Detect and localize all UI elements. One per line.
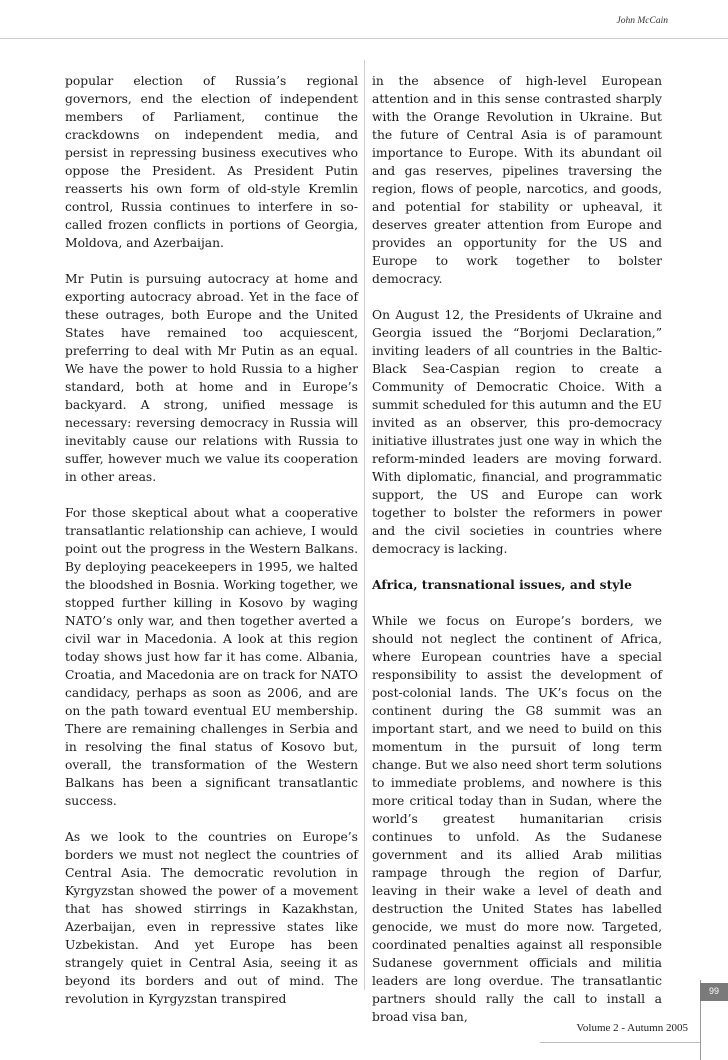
column-divider <box>364 60 365 990</box>
page-number: 99 <box>700 983 728 1001</box>
header-divider <box>0 38 728 39</box>
paragraph: in the absence of high-level European attention and in this sense contrasted sharply with the Orange Revolution in Ukraine. But the future of Central Asia is of paramount importance to Europe. With its abundant oil and gas reserves, pipelines traversing the region, flows of people, narcotics, and goods, and potential for stability or upheaval, it deserves greater attention from Europe and provides an opportunity for the US and Europe to work together to bolster democracy. <box>372 74 662 286</box>
paragraph: While we focus on Europe’s borders, we should not neglect the continent of Africa, where European countries have a special responsibility to assist the development of post-colonial lands. The UK’s focus on the continent during the G8 summit was an important start, and we need to build on this momentum in the pursuit of long term change. But we also need short term solutions to immediate problems, and nowhere is this more critical today than in Sudan, where the world’s greatest humanitarian crisis continues to unfold. As the Sudanese government and its allied Arab militias rampage through the region of Darfur, leaving in their wake a level of death and destruction the United States has labelled genocide, we must do more now. Targeted, coordinated penalties against all responsible Sudanese government officials and militia leaders are long overdue. The transatlantic partners should rally the call to install a broad visa ban, <box>372 614 662 1024</box>
running-header-author: John McCain <box>616 16 668 26</box>
paragraph: Mr Putin is pursuing autocracy at home and exporting autocracy abroad. Yet in the face of these outrages, both Europe and the United States have remained too acquiescent, preferring to deal with Mr Putin as an equal. We have the power to hold Russia to a higher standard, both at home and in Europe’s backyard. A strong, unified message is necessary: reversing democracy in Russia will inevitably cause our relations with Russia to suffer, however much we value its cooperation in other areas. <box>65 272 358 484</box>
footer-rule <box>540 1042 700 1043</box>
left-column <box>65 72 358 1008</box>
section-heading: Africa, transnational issues, and style <box>372 577 632 592</box>
paragraph: popular election of Russia’s regional governors, end the election of independent members of Parliament, continue the crackdowns on independent media, and persist in repressing business executives who oppose the President. As President Putin reasserts his own form of old-style Kremlin control, Russia continues to interfere in so-called frozen conflicts in portions of Georgia, Moldova, and Azerbaijan. <box>65 74 358 250</box>
paragraph: As we look to the countries on Europe’s borders we must not neglect the countries of Central Asia. The democratic revolution in Kyrgyzstan showed the power of a movement that has showed stirrings in Kazakhstan, Azerbaijan, even in repressive states like Uzbekistan. And yet Europe has been strangely quiet in Central Asia, seeing it as beyond its borders and out of mind. The revolution in Kyrgyzstan transpired <box>65 830 358 1006</box>
paragraph: On August 12, the Presidents of Ukraine and Georgia issued the “Borjomi Declaration,” inviting leaders of all countries in the Baltic-Black Sea-Caspian region to create a Community of Democratic Choice. With a summit scheduled for this autumn and the EU invited as an observer, this pro-democracy initiative illustrates just one way in which the reform-minded leaders are moving forward. With diplomatic, financial, and programmatic support, the US and Europe can work together to bolster the reformers in power and the civil societies in countries where democracy is lacking. <box>372 308 662 556</box>
paragraph: For those skeptical about what a cooperative transatlantic relationship can achieve, I would point out the progress in the Western Balkans. By deploying peacekeepers in 1995, we halted the bloodshed in Bosnia. Working together, we stopped further killing in Kosovo by waging NATO’s only war, and then together averted a civil war in Macedonia. A look at this region today shows just how far it has come. Albania, Croatia, and Macedonia are on track for NATO candidacy, perhaps as soon as 2006, and are on the path toward eventual EU membership. There are remaining challenges in Serbia and in resolving the final status of Kosovo but, overall, the transformation of the Western Balkans has been a significant transatlantic success. <box>65 506 358 808</box>
issue-label: Volume 2 - Autumn 2005 <box>576 1022 688 1034</box>
right-column <box>372 72 662 1026</box>
